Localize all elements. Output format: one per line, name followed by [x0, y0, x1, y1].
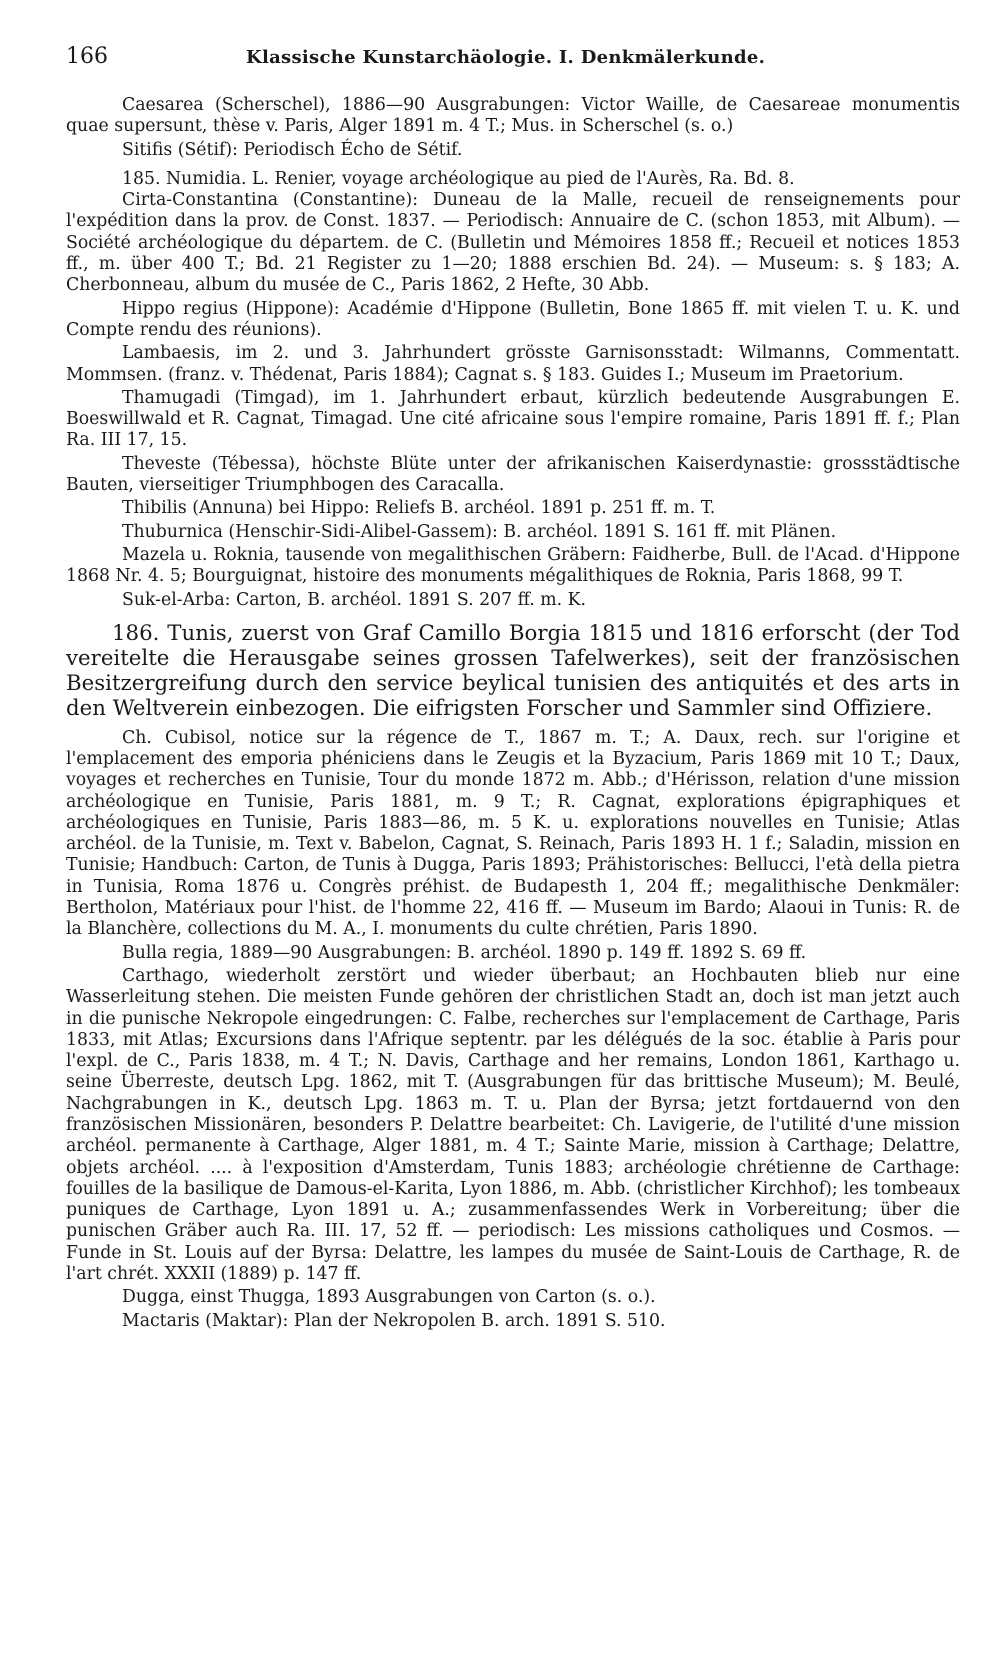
entry-tunis-bibliography: Ch. Cubisol, notice sur la régence de T., 1867 m. T.; A. Daux, rech. sur l'origine et l'emplacement des emporia phéniciens dans le Zeugis et la Byzacium, Paris 1869 mit 10 T.; Daux, voyages et recherches en Tunisie, Tour du monde 1872 m. Abb.; d'Hérisson, relation d'une mission archéologique en Tunisie, Paris 1881, m. 9 T.; R. Cagnat, explorations épigraphiques et archéologiques en Tunisie, Paris 1883—86, m. 5 K. u. explorations nouvelles en Tunisie; Atlas archéol. de la Tunisie, m. Text v. Babelon, Cagnat, S. Reinach, Paris 1893 H. 1 f.; Saladin, mission en Tunisie; Handbuch: Carton, de Tunis à Dugga, Paris 1893; Prähistorisches: Bellucci, l'età della pietra in Tunisia, Roma 1876 u. Congrès préhist. de Budapesth 1, 204 ff.; megalithische Denkmäler: Bertholon, Matériaux pour l'hist. de l'homme 22, 416 ff. — Museum im Bardo; Alaoui in Tunis: R. de la Blanchère, collections du M. A., I. monuments du culte chrétien, Paris 1890. [66, 727, 960, 940]
entry-sitifis: Sitifis (Sétif): Periodisch Écho de Sétif. [122, 139, 463, 160]
page-number: 166 [66, 44, 108, 69]
entry-bulla-regia: Bulla regia, 1889—90 Ausgrabungen: B. archéol. 1890 p. 149 ff. 1892 S. 69 ff. [122, 942, 807, 963]
entry-thamugadi: Thamugadi (Timgad), im 1. Jahrhundert erbaut, kürzlich bedeutende Ausgrabungen E. Boeswillwald et R. Cagnat, Timagad. Une cité africaine sous l'empire romaine, Paris 1891 ff. f.; Plan Ra. III 17, 15. [66, 387, 960, 451]
entry-lambaesis: Lambaesis, im 2. und 3. Jahrhundert grösste Garnisonsstadt: Wilmanns, Commentatt. Mommsen. (franz. v. Thédenat, Paris 1884); Cagnat s. § 183. Guides I.; Museum im Praetorium. [66, 343, 960, 385]
body-text [66, 95, 960, 1332]
entry-thuburnica: Thuburnica (Henschir-Sidi-Alibel-Gassem): B. archéol. 1891 S. 161 ff. mit Plänen. [122, 521, 837, 542]
entry-theveste: Theveste (Tébessa), höchste Blüte unter der afrikanischen Kaiserdynastie: grossstädtische Bauten, vierseitiger Triumphbogen des Caracalla. [66, 453, 960, 496]
entry-mazela-roknia: Mazela u. Roknia, tausende von megalithischen Gräbern: Faidherbe, Bull. de l'Acad. d'Hippone 1868 Nr. 4. 5; Bourguignat, histoire des monuments mégalithiques de Roknia, Paris 1868, 99 T. [66, 544, 960, 587]
entry-cirta: Cirta-Constantina (Constantine): Duneau de la Malle, recueil de renseignements pour l'expédition dans la prov. de Const. 1837. — Periodisch: Annuaire de C. (schon 1853, mit Album). — Société archéologique du départem. de C. (Bulletin und Mémoires 1858 ff.; Recueil et notices 1853 ff., m. über 400 T.; Bd. 21 Register zu 1—20; 1888 erschien Bd. 24). — Museum: s. § 183; A. Cherbonneau, album du musée de C., Paris 1862, 2 Hefte, 30 Abb. [66, 190, 960, 296]
section-185-numidia: 185. Numidia. L. Renier, voyage archéologique au pied de l'Aurès, Ra. Bd. 8. [122, 168, 795, 189]
entry-mactaris: Mactaris (Maktar): Plan der Nekropolen B. arch. 1891 S. 510. [122, 1310, 666, 1331]
page-header [66, 44, 960, 69]
entry-thibilis: Thibilis (Annuna) bei Hippo: Reliefs B. archéol. 1891 p. 251 ff. m. T. [122, 498, 716, 519]
entry-carthago: Carthago, wiederholt zerstört und wieder überbaut; an Hochbauten blieb nur eine Wasserleitung stehen. Die meisten Funde gehören der christlichen Stadt an, doch ist man jetzt auch in die punische Nekropole eingedrungen: C. Falbe, recherches sur l'emplacement de Carthage, Paris 1833, mit Atlas; Excursions dans l'Afrique septentr. par les délégués de la soc. établie à Paris pour l'expl. de C., Paris 1838, m. 4 T.; N. Davis, Carthage and her remains, London 1861, Karthago u. seine Überreste, deutsch Lpg. 1862, mit T. (Ausgrabungen für das brittische Museum); M. Beulé, Nachgrabungen in K., deutsch Lpg. 1863 m. T. u. Plan der Byrsa; jetzt fortdauernd von den französischen Missionären, besonders P. Delattre bearbeitet: Ch. Lavigerie, de l'utilité d'une mission archéol. permanente à Carthage, Alger 1881, m. 4 T.; Sainte Marie, mission à Carthage; Delattre, objets archéol. .... à l'exposition d'Amsterdam, Tunis 1883; archéologie chrétienne de Carthage: fouilles de la basilique de Damous-el-Karita, Lyon 1886, m. Abb. (christlicher Kirchhof); les tombeaux puniques de Carthage, Lyon 1891 u. A.; zusammenfassendes Werk in Vorbereitung; über die punischen Gräber auch Ra. III. 17, 52 ff. — periodisch: Les missions catholiques und Cosmos. — Funde in St. Louis auf der Byrsa: Delattre, les lampes du musée de Saint-Louis de Carthage, R. de l'art chrét. XXXII (1889) p. 147 ff. [66, 965, 960, 1285]
entry-caesarea: Caesarea (Scherschel), 1886—90 Ausgrabungen: Victor Waille, de Caesareae monumentis quae supersunt, thèse v. Paris, Alger 1891 m. 4 T.; Mus. in Scherschel (s. o.) [66, 95, 960, 137]
section-186-tunis: 186. Tunis, zuerst von Graf Camillo Borgia 1815 und 1816 erforscht (der Tod vereitelte die Herausgabe seines grossen Tafelwerkes), seit der französischen Besitzergreifung durch den service beylical tunisien des antiquités et des arts in den Weltverein einbezogen. Die eifrigsten Forscher und Sammler sind Offiziere. [66, 620, 960, 722]
running-title: Klassische Kunstarchäologie. I. Denkmälerkunde. [246, 47, 766, 68]
entry-hippo: Hippo regius (Hippone): Académie d'Hippone (Bulletin, Bone 1865 ff. mit vielen T. u. K. und Compte rendu des réunions). [66, 298, 960, 340]
entry-suk-el-arba: Suk-el-Arba: Carton, B. archéol. 1891 S. 207 ff. m. K. [122, 589, 587, 610]
entry-dugga: Dugga, einst Thugga, 1893 Ausgrabungen von Carton (s. o.). [122, 1287, 656, 1308]
